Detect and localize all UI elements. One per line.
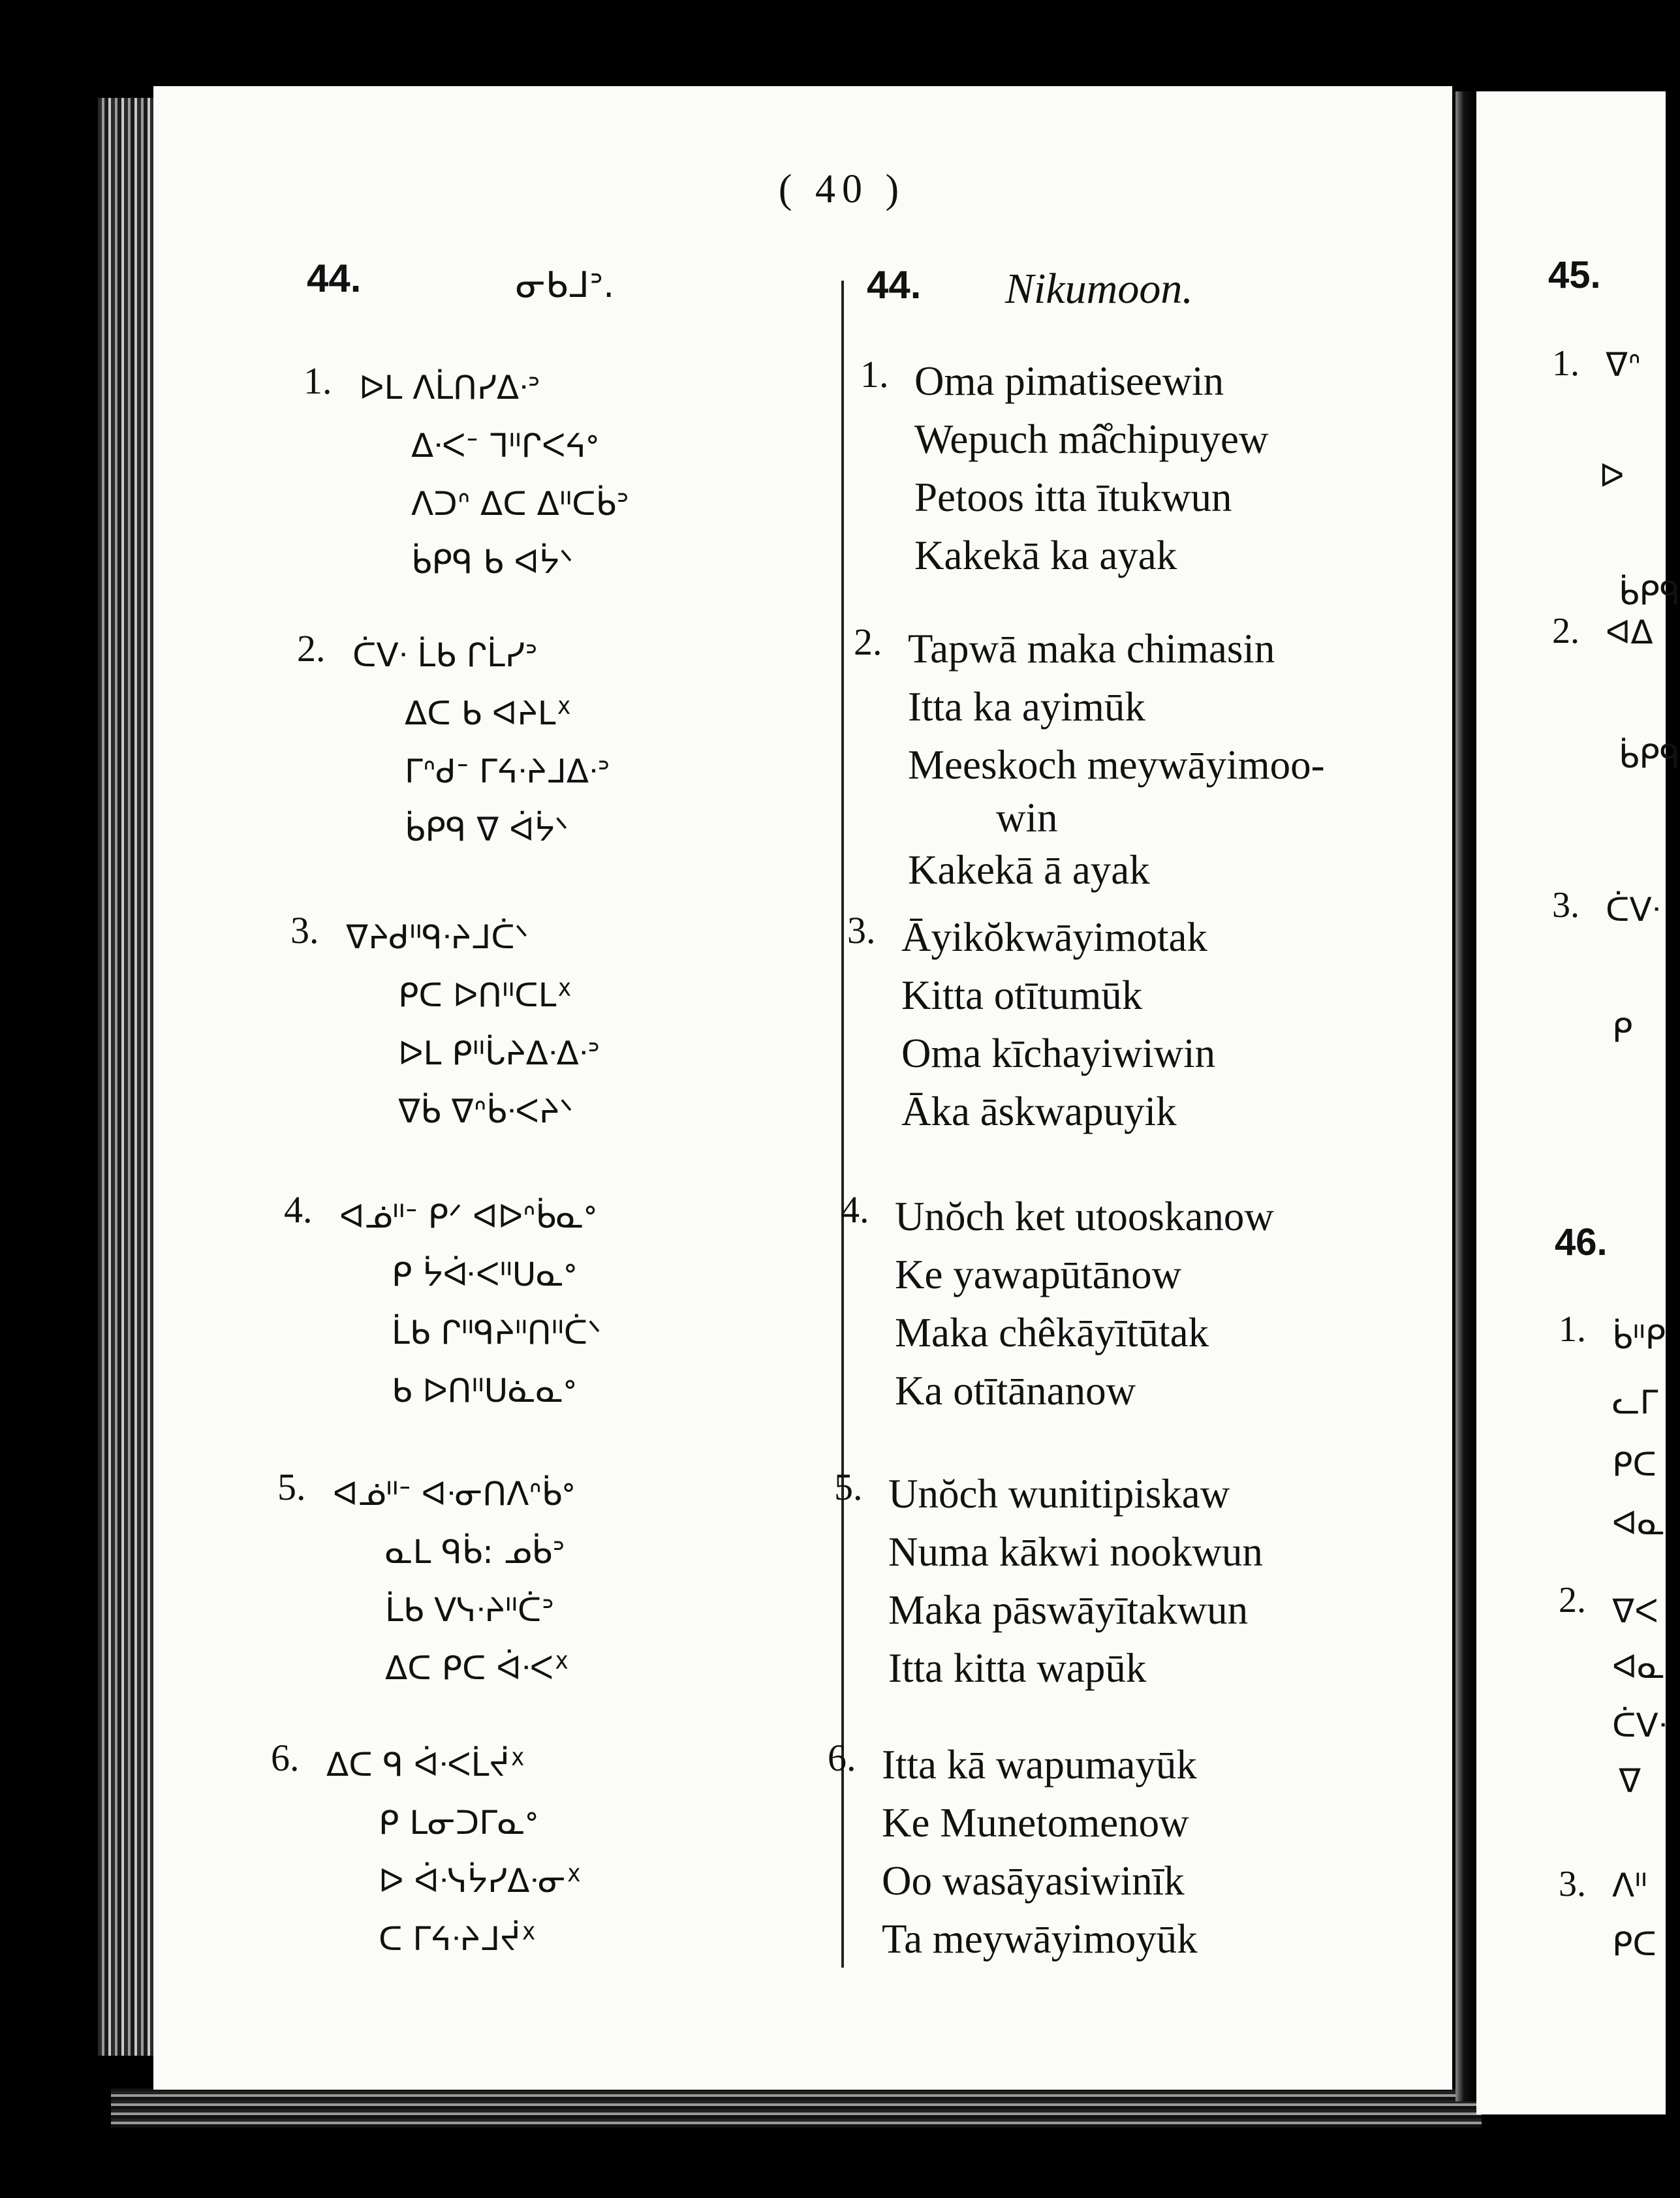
english-stanza-6 (828, 1736, 1198, 1968)
syllabic-verse-line: ᓇᒪ ᑫᑳ: ᓄᑳᐣ (385, 1533, 565, 1571)
next-page-text-fragment: ᐅ (1599, 457, 1625, 495)
next-page-text-fragment: ᓚᒥ (1612, 1384, 1658, 1421)
book-gutter (1455, 91, 1476, 2101)
syllabic-stanza-5 (277, 1465, 575, 1697)
next-hymn-number-46: 46. (1555, 1221, 1608, 1263)
next-page-text-fragment: ᐊᓇ (1612, 1504, 1666, 1542)
syllabic-verse-line: ᐱᑐᐢ ᐃᑕ ᐃᐦᑕᑳᐣ (411, 485, 629, 523)
syllabic-verse-line: ᐅᒪ ᑭᐦᒑᔨᐃᐧᐃᐧᐣ (398, 1034, 600, 1072)
syllabic-verse-line: ᒥᐢᑯᐨ ᒥᔦᐧᔨᒧᐃᐧᐣ (405, 752, 610, 790)
next-page (1476, 91, 1666, 2114)
column-divider (841, 281, 844, 1968)
syllabic-verse-line: ᑖᐯᐧ ᒫᑲ ᒋᒫᓯᐣ (352, 636, 538, 674)
english-verse-line: Wepuch mâ̊chipuyew (914, 416, 1269, 462)
syllabic-verse-line: ᑲ ᐅᑎᐦᑌᓈᓇᐤ (392, 1372, 576, 1410)
english-verse-line: Āyikŏkwāyimotak (901, 914, 1207, 960)
syllabic-stanza-number: 1. (303, 360, 332, 402)
syllabic-verse-line: ᐅᒪ ᐱᒫᑎᓯᐃᐧᐣ (359, 369, 540, 407)
english-verse-line: Tapwā maka chimasin (908, 626, 1275, 672)
english-verse-line: Itta ka ayimūk (908, 684, 1145, 730)
syllabic-stanza-number: 3. (290, 909, 319, 952)
english-stanza-4 (841, 1188, 1274, 1420)
english-verse-line: Maka pāswāyītakwun (888, 1587, 1249, 1633)
syllabic-verse-line: ᐊᓅᐦᐨ ᑭᐟ ᐊᐅᐢᑳᓇᐤ (339, 1198, 597, 1235)
syllabic-stanza-3 (290, 908, 600, 1141)
hymn-number-english: 44. (867, 263, 922, 307)
syllabic-verse-line: ᑕ ᒥᔦᐧᔨᒧᔫᕽ (379, 1920, 537, 1958)
next-page-text-fragment: ᑳᑭᑫ (1619, 574, 1680, 612)
next-stanza-number: 2. (1559, 1580, 1586, 1620)
syllabic-verse-line: ᐁᑳ ᐁᐢᑳᐧᐸᔨᐠ (398, 1092, 574, 1130)
next-stanza-number: 2. (1552, 611, 1579, 651)
next-page-text-fragment: ᐁᐸ (1612, 1592, 1658, 1630)
syllabic-verse-line: ᐃᐧᐸᐨ ᒣᐦᒋᐸᔦᐤ (411, 427, 599, 465)
english-verse-line: Ke yawapūtānow (895, 1252, 1182, 1297)
english-verse-line: Ta meywāyimoyūk (882, 1916, 1198, 1962)
english-stanza-number: 6. (828, 1737, 856, 1779)
syllabic-stanza-number: 4. (284, 1188, 313, 1231)
english-verse-line: Maka chêkāyītūtak (895, 1310, 1209, 1355)
english-verse-line: Petoos itta ītukwun (914, 474, 1232, 520)
english-stanza-number: 2. (854, 621, 882, 663)
next-page-text-fragment: ᑭ (1612, 1012, 1633, 1049)
next-page-text-fragment: ᑖᐯᐧ (1606, 891, 1660, 929)
syllabic-verse-line: ᐃᑕ ᑭᑕ ᐋᐧᐸᕽ (385, 1649, 570, 1687)
syllabic-verse-line: ᐃᑕ ᑲ ᐊᔨᒪᕽ (405, 694, 572, 732)
english-verse-line: Kakekā ka ayak (914, 533, 1177, 578)
english-stanza-number: 1. (860, 353, 889, 395)
english-stanza-number: 3. (847, 909, 876, 952)
english-verse-line: Unŏch ket utooskanow (895, 1194, 1274, 1239)
english-verse-line: win (996, 795, 1058, 841)
syllabic-stanza-2 (297, 627, 610, 859)
next-page-text-fragment: ᑭᑕ (1612, 1446, 1657, 1483)
page-number: ( 40 ) (778, 167, 906, 211)
syllabic-verse-line: ᒫᑲ ᒋᐦᑫᔨᐦᑎᐦᑖᐠ (392, 1314, 602, 1352)
next-page-text-fragment: ᑳᐦᑭ (1612, 1318, 1666, 1356)
hymn-title-syllabic: ᓂᑲᒧᐣ. (516, 264, 615, 305)
syllabic-stanza-number: 6. (271, 1737, 300, 1779)
next-stanza-number: 1. (1552, 343, 1579, 384)
next-page-text-fragment: ᐊᓇ (1612, 1648, 1666, 1686)
syllabic-verse-line: ᐅ ᐋᐧᓭᔮᓯᐃᐧᓂᕽ (379, 1862, 582, 1900)
english-verse-line: Ke Munetomenow (882, 1800, 1189, 1846)
english-verse-line: Kitta otītumūk (901, 972, 1143, 1018)
english-verse-line: Numa kākwi nookwun (888, 1529, 1263, 1575)
english-verse-line: Unŏch wunitipiskaw (888, 1471, 1230, 1517)
syllabic-stanza-number: 2. (297, 627, 326, 670)
next-hymn-number-45: 45. (1548, 254, 1601, 296)
english-verse-line: Oma pimatiseewin (914, 358, 1224, 404)
english-verse-line: Kakekā ā ayak (908, 847, 1150, 893)
english-verse-line: Āka āskwapuyik (901, 1089, 1177, 1134)
english-verse-line: Itta kitta wapūk (888, 1645, 1147, 1691)
english-verse-line: Ka otītānanow (895, 1368, 1136, 1414)
english-stanza-2 (854, 620, 1325, 899)
syllabic-verse-line: ᒫᑲ ᐯᓭᐧᔨᐦᑖᐣ (385, 1591, 555, 1629)
page-stack-bottom (111, 2088, 1482, 2128)
syllabic-verse-line: ᐊᓅᐦᐨ ᐊᐧᓂᑎᐱᐢᑳᐤ (333, 1475, 575, 1513)
english-stanza-5 (834, 1465, 1263, 1697)
hymn-number-syllabic: 44. (307, 256, 362, 300)
next-page-text-fragment: ᐱᐦ (1612, 1866, 1647, 1904)
hymn-title-english: Nikumoon. (1005, 265, 1193, 313)
syllabic-verse-line: ᑭ ᔮᐚᐸᐦᑌᓇᐤ (392, 1256, 577, 1293)
page-stack-edge (98, 98, 157, 2056)
english-stanza-3 (847, 908, 1215, 1141)
syllabic-verse-line: ᑳᑭᑫ ᑲ ᐊᔮᐠ (411, 543, 574, 581)
syllabic-stanza-number: 5. (277, 1466, 306, 1508)
next-page-text-fragment: ᑳᑭᑫ (1619, 737, 1680, 775)
english-stanza-number: 4. (841, 1188, 869, 1231)
next-page-text-fragment: ᐁᐢ (1606, 346, 1641, 384)
english-verse-line: Itta kā wapumayūk (882, 1742, 1197, 1788)
syllabic-verse-line: ᐁᔨᑯᐦᑫᐧᔨᒧᑖᐠ (346, 918, 529, 956)
syllabic-verse-line: ᑳᑭᑫ ᐁ ᐋᔮᐠ (405, 811, 569, 848)
english-stanza-number: 5. (834, 1466, 863, 1508)
syllabic-stanza-6 (271, 1736, 582, 1968)
next-stanza-number: 3. (1552, 885, 1579, 925)
syllabic-stanza-1 (303, 359, 629, 591)
english-verse-line: Oma kīchayiwiwin (901, 1030, 1216, 1076)
syllabic-verse-line: ᐃᑕ ᑫ ᐋᐧᐸᒫᔫᕽ (326, 1746, 526, 1784)
next-stanza-number: 1. (1559, 1309, 1586, 1350)
next-page-text-fragment: ᐊᐃ (1606, 613, 1653, 651)
next-page-text-fragment: ᑭᑕ (1612, 1925, 1657, 1963)
syllabic-verse-line: ᑭᑕ ᐅᑎᐦᑕᒪᕽ (398, 976, 572, 1014)
next-page-text-fragment: ᑖᐯᐧ (1612, 1707, 1667, 1744)
next-stanza-number: 3. (1559, 1864, 1586, 1904)
next-page-text-fragment: ᐁ (1619, 1762, 1641, 1800)
english-verse-line: Meeskoch meywāyimoo- (908, 742, 1325, 788)
syllabic-verse-line: ᑭ ᒪᓂᑐᒥᓇᐤ (379, 1804, 538, 1842)
syllabic-stanza-4 (284, 1188, 601, 1420)
english-verse-line: Oo wasāyasiwinīk (882, 1858, 1185, 1904)
english-stanza-1 (860, 352, 1268, 585)
